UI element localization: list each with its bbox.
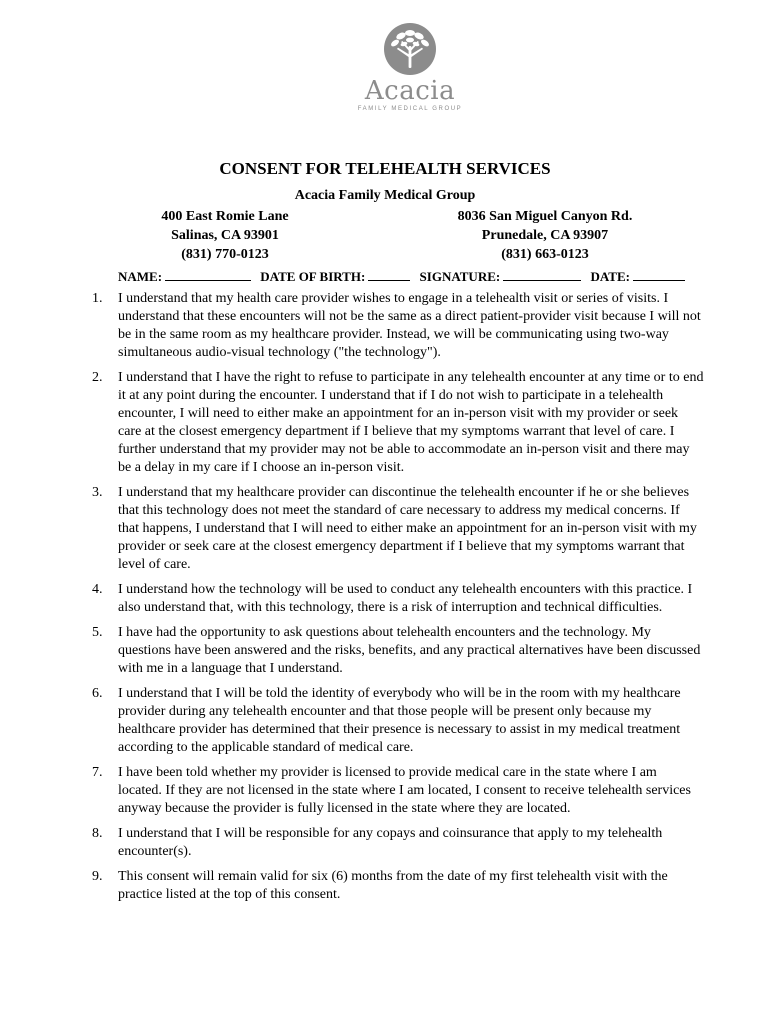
address-block-prunedale <box>430 207 660 264</box>
address-block-salinas <box>130 207 320 264</box>
list-item <box>92 685 704 757</box>
item-number: 8. <box>92 826 103 841</box>
name-field[interactable] <box>165 268 251 281</box>
list-item <box>92 484 704 574</box>
item-number: 2. <box>92 370 103 385</box>
list-item <box>92 868 704 904</box>
item-text: I have had the opportunity to ask questions about telehealth encounters and the technology. My questions have been answered and the risks, benefits, and any practical alternatives have been discussed with me in a language that I understand. <box>118 625 701 676</box>
dob-label: DATE OF BIRTH: <box>260 269 366 284</box>
address-street: 8036 San Miguel Canyon Rd. <box>457 209 633 224</box>
list-item <box>92 290 704 362</box>
item-number: 7. <box>92 765 103 780</box>
list-item <box>92 624 704 678</box>
page-title: CONSENT FOR TELEHEALTH SERVICES <box>219 159 551 178</box>
item-number: 6. <box>92 686 103 701</box>
item-text: I have been told whether my provider is licensed to provide medical care in the state where I am located. If they are not licensed in the state where I am located, I consent to receive telehealth services anyway because the provider is fully licensed in the state where they are located. <box>118 765 691 816</box>
list-item <box>92 825 704 861</box>
item-number: 3. <box>92 485 103 500</box>
item-number: 1. <box>92 291 103 306</box>
item-text: I understand that my health care provider wishes to engage in a telehealth visit or series of visits. I understand that these encounters will not be the same as a direct patient-provider visit because I will not be in the same room as my healthcare provider. Instead, we will be communicating using two-way simultaneous audio-visual technology ("the technology"). <box>118 291 701 360</box>
list-item <box>92 369 704 477</box>
item-text: I understand how the technology will be used to conduct any telehealth encounters with this practice. I also understand that, with this technology, there is a risk of interruption and technical difficulties. <box>118 582 693 615</box>
logo-tagline: FAMILY MEDICAL GROUP <box>357 106 463 112</box>
address-phone: (831) 770-0123 <box>181 247 269 262</box>
patient-info-fields <box>118 268 698 286</box>
item-text: I understand that I will be responsible for any copays and coinsurance that apply to my telehealth encounter(s). <box>118 826 663 859</box>
acacia-logo <box>355 22 465 122</box>
dob-field[interactable] <box>368 268 410 281</box>
logo-wordmark: Acacia <box>364 76 456 106</box>
item-text: I understand that my healthcare provider can discontinue the telehealth encounter if he or she believes that this technology does not meet the standard of care necessary to address my medical concerns. If that happens, I understand that I will need to either make an appointment for an in-person visit with my provider or seek care at the closest emergency department if I believe that my symptoms warrant that level of care. <box>118 485 697 572</box>
item-number: 5. <box>92 625 103 640</box>
name-label: NAME: <box>118 269 163 284</box>
item-number: 9. <box>92 869 103 884</box>
signature-label: SIGNATURE: <box>419 269 501 284</box>
list-item <box>92 764 704 818</box>
item-text: This consent will remain valid for six (6) months from the date of my first telehealth visit with the practice listed at the top of this consent. <box>118 869 668 902</box>
date-field[interactable] <box>633 268 685 281</box>
date-label: DATE: <box>590 269 630 284</box>
list-item <box>92 581 704 617</box>
organization-name: Acacia Family Medical Group <box>294 188 476 203</box>
item-number: 4. <box>92 582 103 597</box>
consent-items-list <box>92 290 704 911</box>
signature-field[interactable] <box>503 268 581 281</box>
acacia-tree-emblem-icon <box>383 22 437 76</box>
item-text: I understand that I have the right to refuse to participate in any telehealth encounter at any time or to end it at any point during the encounter. I understand that if I do not wish to participate in a telehealth encounter, I will need to either make an appointment for an in-person visit with my provider or seek care at the closest emergency department if I believe that my symptoms warrant that level of care. I further understand that my provider may not be able to accommodate an in-person visit and there may be a delay in my care if I choose an in-person visit. <box>118 370 704 475</box>
address-city: Salinas, CA 93901 <box>171 228 279 243</box>
address-city: Prunedale, CA 93907 <box>481 228 609 243</box>
address-phone: (831) 663-0123 <box>501 247 589 262</box>
item-text: I understand that I will be told the identity of everybody who will be in the room with my healthcare provider during any telehealth encounter and that those people will be present only because my healthcare provider has determined that their presence is necessary to assist in my medical treatment according to the applicable standard of medical care. <box>118 686 681 755</box>
address-street: 400 East Romie Lane <box>161 209 289 224</box>
